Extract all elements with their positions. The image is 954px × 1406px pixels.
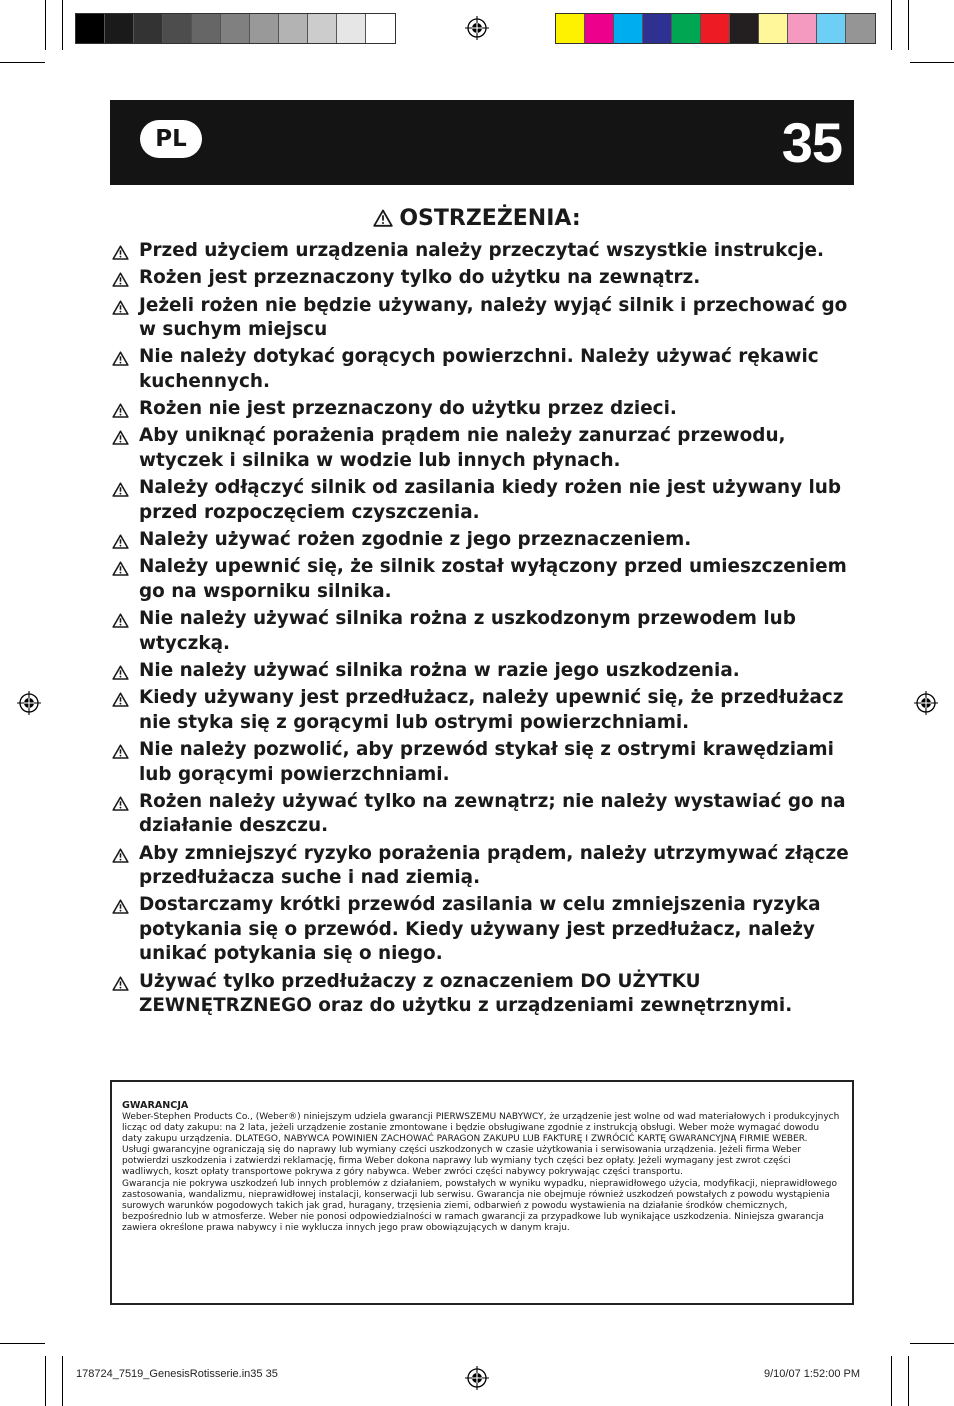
- crop-mark: [891, 0, 892, 50]
- color-swatch: [614, 14, 643, 43]
- warning-item: [112, 528, 858, 553]
- registration-mark-icon: [465, 16, 489, 40]
- warning-triangle-icon: [112, 428, 129, 453]
- color-swatch: [163, 14, 192, 43]
- warning-triangle-icon: [112, 690, 129, 715]
- warning-triangle-icon: [112, 663, 129, 688]
- color-swatch: [308, 14, 337, 43]
- warning-text: Nie należy używać silnika rożna w razie jego uszkodzenia.: [139, 659, 740, 681]
- warning-triangle-icon: [112, 897, 129, 922]
- warning-item: [112, 738, 858, 787]
- warning-triangle-icon: [112, 611, 129, 636]
- warning-text: Należy odłączyć silnik od zasilania kiedy rożen nie jest używany lub przed rozpoczęciem czyszczenia.: [139, 477, 842, 523]
- color-swatch: [701, 14, 730, 43]
- warning-triangle-icon: [112, 559, 129, 584]
- crop-mark: [62, 0, 63, 50]
- warning-triangle-icon: [112, 243, 129, 268]
- warranty-box: [110, 1080, 854, 1305]
- warning-triangle-icon: [112, 298, 129, 323]
- warning-item: [112, 842, 858, 891]
- warning-item: [112, 294, 858, 343]
- color-swatch: [643, 14, 672, 43]
- crop-mark: [910, 62, 954, 63]
- warning-text: Rożen należy używać tylko na zewnątrz; nie należy wystawiać go na działanie deszczu.: [139, 790, 846, 837]
- warnings-title: OSTRZEŻENIA:: [399, 206, 581, 231]
- crop-mark: [910, 1343, 954, 1344]
- warranty-paragraph: Gwarancja nie pokrywa uszkodzeń lub innych problemów z działaniem, powstałych w wyniku wypadku, nieprawidłowego użycia, modyfikacji, nieprawidłowego zastosowania, wandalizmu, nieprawidłowej instalacji, konserwacji lub serwisu. Gwarancja nie obejmuje również uszkodzeń powstałych z powodu wystąpienia surowych warunków pogodowych takich jak grad, huragany, trzęsienia ziemi, odbarwień z powodu wystawienia na działanie środków chemicznych, bezpośrednio lub w atmosferze. Weber nie ponosi odpowiedzialności w ramach gwarancji za przypadkowe lub wynikające uszkodzenia. Niniejsza gwarancja zawiera określone prawa nabywcy i nie wyklucza innych jego praw obowiązujących w danym kraju.: [122, 1178, 837, 1233]
- warranty-paragraph: Weber-Stephen Products Co., (Weber®) niniejszym udziela gwarancji PIERWSZEMU NABYWCY, że urządzenie jest wolne od wad materiałowych i produkcyjnych licząc od daty zakupu: na 2 lata, jeżeli urządzenie zostanie zmontowane i będzie obsługiwane zgodnie z instrukcją obsługi. Weber może wymagać dowodu daty zakupu urządzenia. DLATEGO, NABYWCA POWINIEN ZACHOWAĆ PARAGON ZAKUPU LUB FAKTURĘ I ZWRÓCIĆ KARTĘ GWARANCYJNĄ FIRMIE WEBER.: [122, 1112, 840, 1145]
- warning-item: [112, 424, 858, 473]
- warning-triangle-icon: [112, 532, 129, 557]
- color-swatch: [279, 14, 308, 43]
- crop-mark: [0, 62, 45, 63]
- warning-item: [112, 659, 858, 684]
- warning-text: Nie należy dotykać gorących powierzchni. Należy używać rękawic kuchennych.: [139, 346, 819, 392]
- warning-text: Nie należy pozwolić, aby przewód stykał się z ostrymi krawędziami lub gorącymi powierzchniami.: [139, 739, 834, 785]
- crop-mark: [45, 1356, 46, 1406]
- registration-mark-icon: [17, 691, 41, 715]
- warning-item: [112, 607, 858, 656]
- warning-item: [112, 476, 858, 525]
- warning-triangle-icon: [112, 270, 129, 295]
- warranty-title: GWARANCJA: [122, 1100, 189, 1111]
- color-swatch: [366, 14, 395, 43]
- color-swatch: [846, 14, 875, 43]
- registration-mark-icon: [465, 1366, 489, 1390]
- warning-item: [112, 790, 858, 839]
- footer-date-slug: 9/10/07 1:52:00 PM: [764, 1368, 861, 1380]
- warning-text: Aby zmniejszyć ryzyko porażenia prądem, należy utrzymywać złącze przedłużacza suche i nad ziemią.: [139, 842, 849, 889]
- warning-text: Dostarczamy krótki przewód zasilania w celu zmniejszenia ryzyka potykania się o przewód. Kiedy używany jest przedłużacz, należy unikać potykania się o niego.: [139, 894, 821, 965]
- color-swatch: [76, 14, 105, 43]
- warranty-paragraph: Usługi gwarancyjne ograniczają się do naprawy lub wymiany części uszkodzonych w czasie użytkowania i serwisowania urządzenia. Jeżeli firma Weber potwierdzi uszkodzenia i zatwierdzi reklamację, firma Weber dokona naprawy lub wymiany tych części bez opłaty. Jeżeli wymagany jest zwrot części wadliwych, koszt opłaty transportowe pokrywa z góry nabywca. Weber zwróci części nabywcy pokrywając części transportu.: [122, 1145, 801, 1178]
- crop-mark: [0, 1343, 45, 1344]
- warning-item: [112, 239, 858, 264]
- warning-text: Używać tylko przedłużaczy z oznaczeniem DO UŻYTKU ZEWNĘTRZNEGO oraz do użytku z urządzeniami zewnętrznymi.: [139, 970, 793, 1017]
- color-swatch: [192, 14, 221, 43]
- color-swatch: [788, 14, 817, 43]
- warning-text: Nie należy używać silnika rożna z uszkodzonym przewodem lub wtyczką.: [139, 608, 796, 654]
- warning-text: Rożen nie jest przeznaczony do użytku przez dzieci.: [139, 398, 677, 420]
- registration-mark-icon: [914, 691, 938, 715]
- warning-item: [112, 397, 858, 422]
- color-swatch: [759, 14, 788, 43]
- crop-mark: [891, 1356, 892, 1406]
- color-swatch: [337, 14, 366, 43]
- page-number: 35: [781, 111, 842, 174]
- crop-mark: [908, 0, 909, 50]
- warning-item: [112, 555, 858, 604]
- warning-item: [112, 970, 858, 1019]
- process-color-bar: [555, 13, 876, 44]
- warning-text: Aby uniknąć porażenia prądem nie należy zanurzać przewodu, wtyczek i silnika w wodzie lub innych płynach.: [139, 425, 786, 471]
- color-swatch: [134, 14, 163, 43]
- warning-triangle-icon: [112, 794, 129, 819]
- warnings-list: [112, 239, 858, 1022]
- color-swatch: [672, 14, 701, 43]
- warning-triangle-icon: [112, 349, 129, 374]
- crop-mark: [908, 1356, 909, 1406]
- color-swatch: [105, 14, 134, 43]
- warning-triangle-icon: [112, 480, 129, 505]
- color-swatch: [817, 14, 846, 43]
- color-swatch: [730, 14, 759, 43]
- color-swatch: [250, 14, 279, 43]
- color-swatch: [556, 14, 585, 43]
- footer-file-slug: 178724_7519_GenesisRotisserie.in35 35: [76, 1368, 278, 1380]
- warning-item: [112, 345, 858, 394]
- crop-mark: [62, 1356, 63, 1406]
- warning-item: [112, 266, 858, 291]
- warning-text: Należy używać rożen zgodnie z jego przeznaczeniem.: [139, 529, 692, 551]
- color-swatch: [221, 14, 250, 43]
- warnings-heading: [0, 204, 954, 234]
- grayscale-color-bar: [75, 13, 396, 44]
- warning-triangle-icon: [112, 846, 129, 871]
- warning-text: Jeżeli rożen nie będzie używany, należy wyjąć silnik i przechować go w suchym miejscu: [139, 294, 848, 341]
- crop-mark: [45, 0, 46, 50]
- warning-triangle-icon: [373, 209, 393, 227]
- color-swatch: [585, 14, 614, 43]
- page-header-bar: [110, 100, 854, 185]
- warning-text: Kiedy używany jest przedłużacz, należy upewnić się, że przedłużacz nie styka się z gorącymi lub ostrymi powierzchniami.: [139, 687, 844, 733]
- warning-text: Należy upewnić się, że silnik został wyłączony przed umieszczeniem go na wsporniku silnika.: [139, 556, 847, 602]
- warning-triangle-icon: [112, 974, 129, 999]
- language-badge: PL: [140, 120, 202, 158]
- warning-item: [112, 893, 858, 967]
- warning-text: Przed użyciem urządzenia należy przeczytać wszystkie instrukcje.: [139, 240, 824, 261]
- warning-text: Rożen jest przeznaczony tylko do użytku na zewnątrz.: [139, 267, 701, 289]
- warning-triangle-icon: [112, 742, 129, 767]
- warning-item: [112, 686, 858, 735]
- warning-triangle-icon: [112, 401, 129, 426]
